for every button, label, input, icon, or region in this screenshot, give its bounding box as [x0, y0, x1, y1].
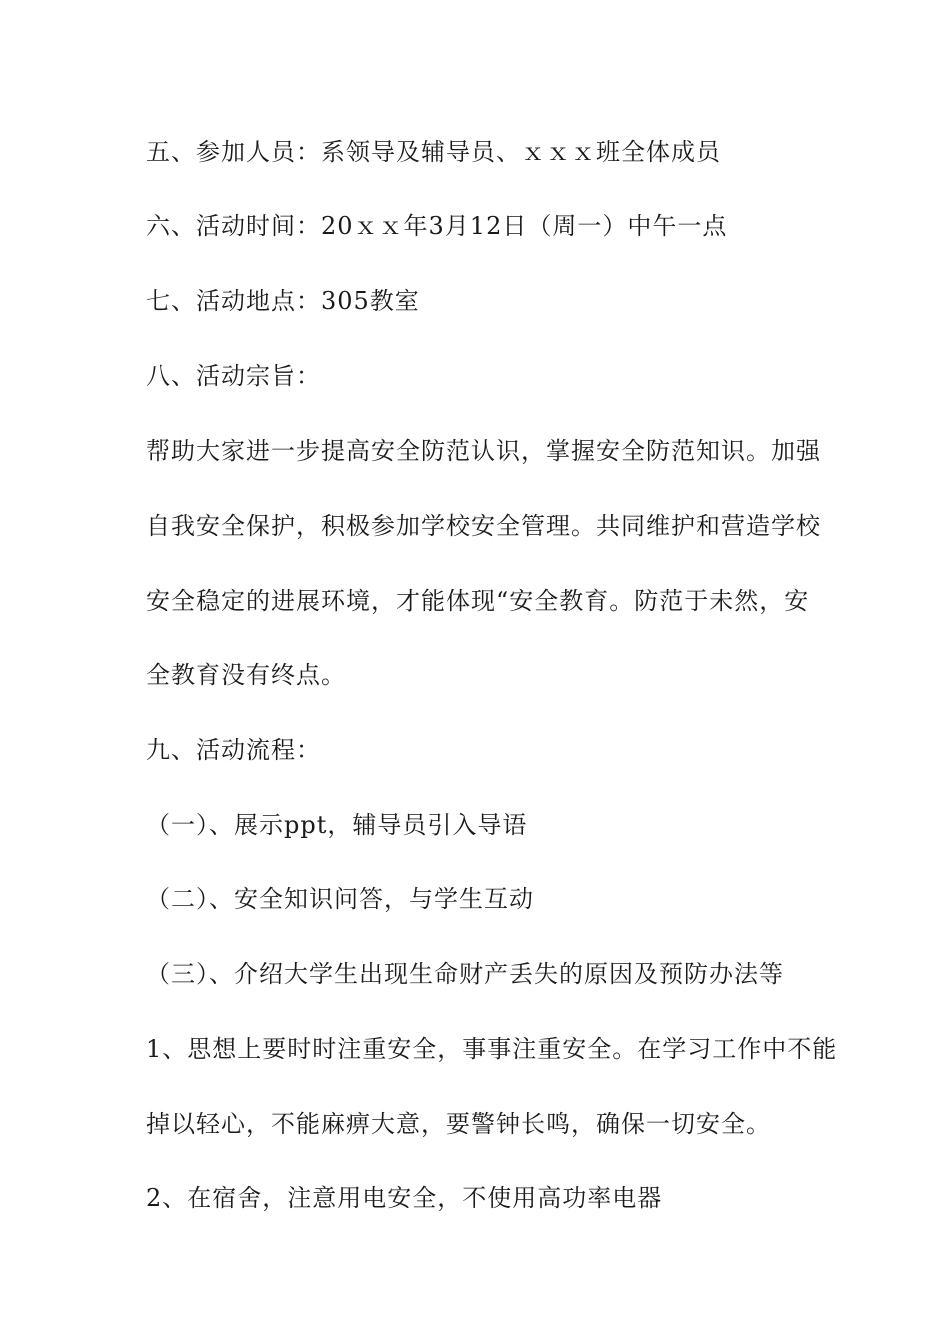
purpose-heading: 八、活动宗旨： — [146, 362, 321, 390]
purpose-paragraph-line-3: 安全稳定的进展环境，才能体现“安全教育。防范于未然，安 — [146, 587, 810, 615]
process-step-2: （二）、安全知识问答，与学生互动 — [146, 885, 534, 913]
item-1-line-2: 掉以轻心，不能麻痹大意，要警钟长鸣，确保一切安全。 — [146, 1110, 771, 1138]
purpose-paragraph-line-1: 帮助大家进一步提高安全防范认识，掌握安全防范知识。加强 — [146, 437, 821, 465]
purpose-paragraph-line-2: 自我安全保护，积极参加学校安全管理。共同维护和营造学校 — [146, 512, 821, 540]
item-1-line-1: 1、思想上要时时注重安全，事事注重安全。在学习工作中不能 — [146, 1035, 838, 1063]
purpose-paragraph-line-4: 全教育没有终点。 — [146, 661, 346, 689]
participants-line: 五、参加人员：系领导及辅导员、ｘｘｘ班全体成员 — [146, 138, 721, 166]
process-heading: 九、活动流程： — [146, 736, 321, 764]
process-step-1: （一）、展示ppt，辅导员引入导语 — [146, 811, 528, 839]
process-step-3: （三）、介绍大学生出现生命财产丢失的原因及预防办法等 — [146, 960, 784, 988]
activity-location-line: 七、活动地点：305教室 — [146, 287, 420, 315]
activity-time-line: 六、活动时间：20ｘｘ年3月12日（周一）中午一点 — [146, 212, 728, 240]
item-2-line: 2、在宿舍，注意用电安全，不使用高功率电器 — [146, 1184, 663, 1212]
